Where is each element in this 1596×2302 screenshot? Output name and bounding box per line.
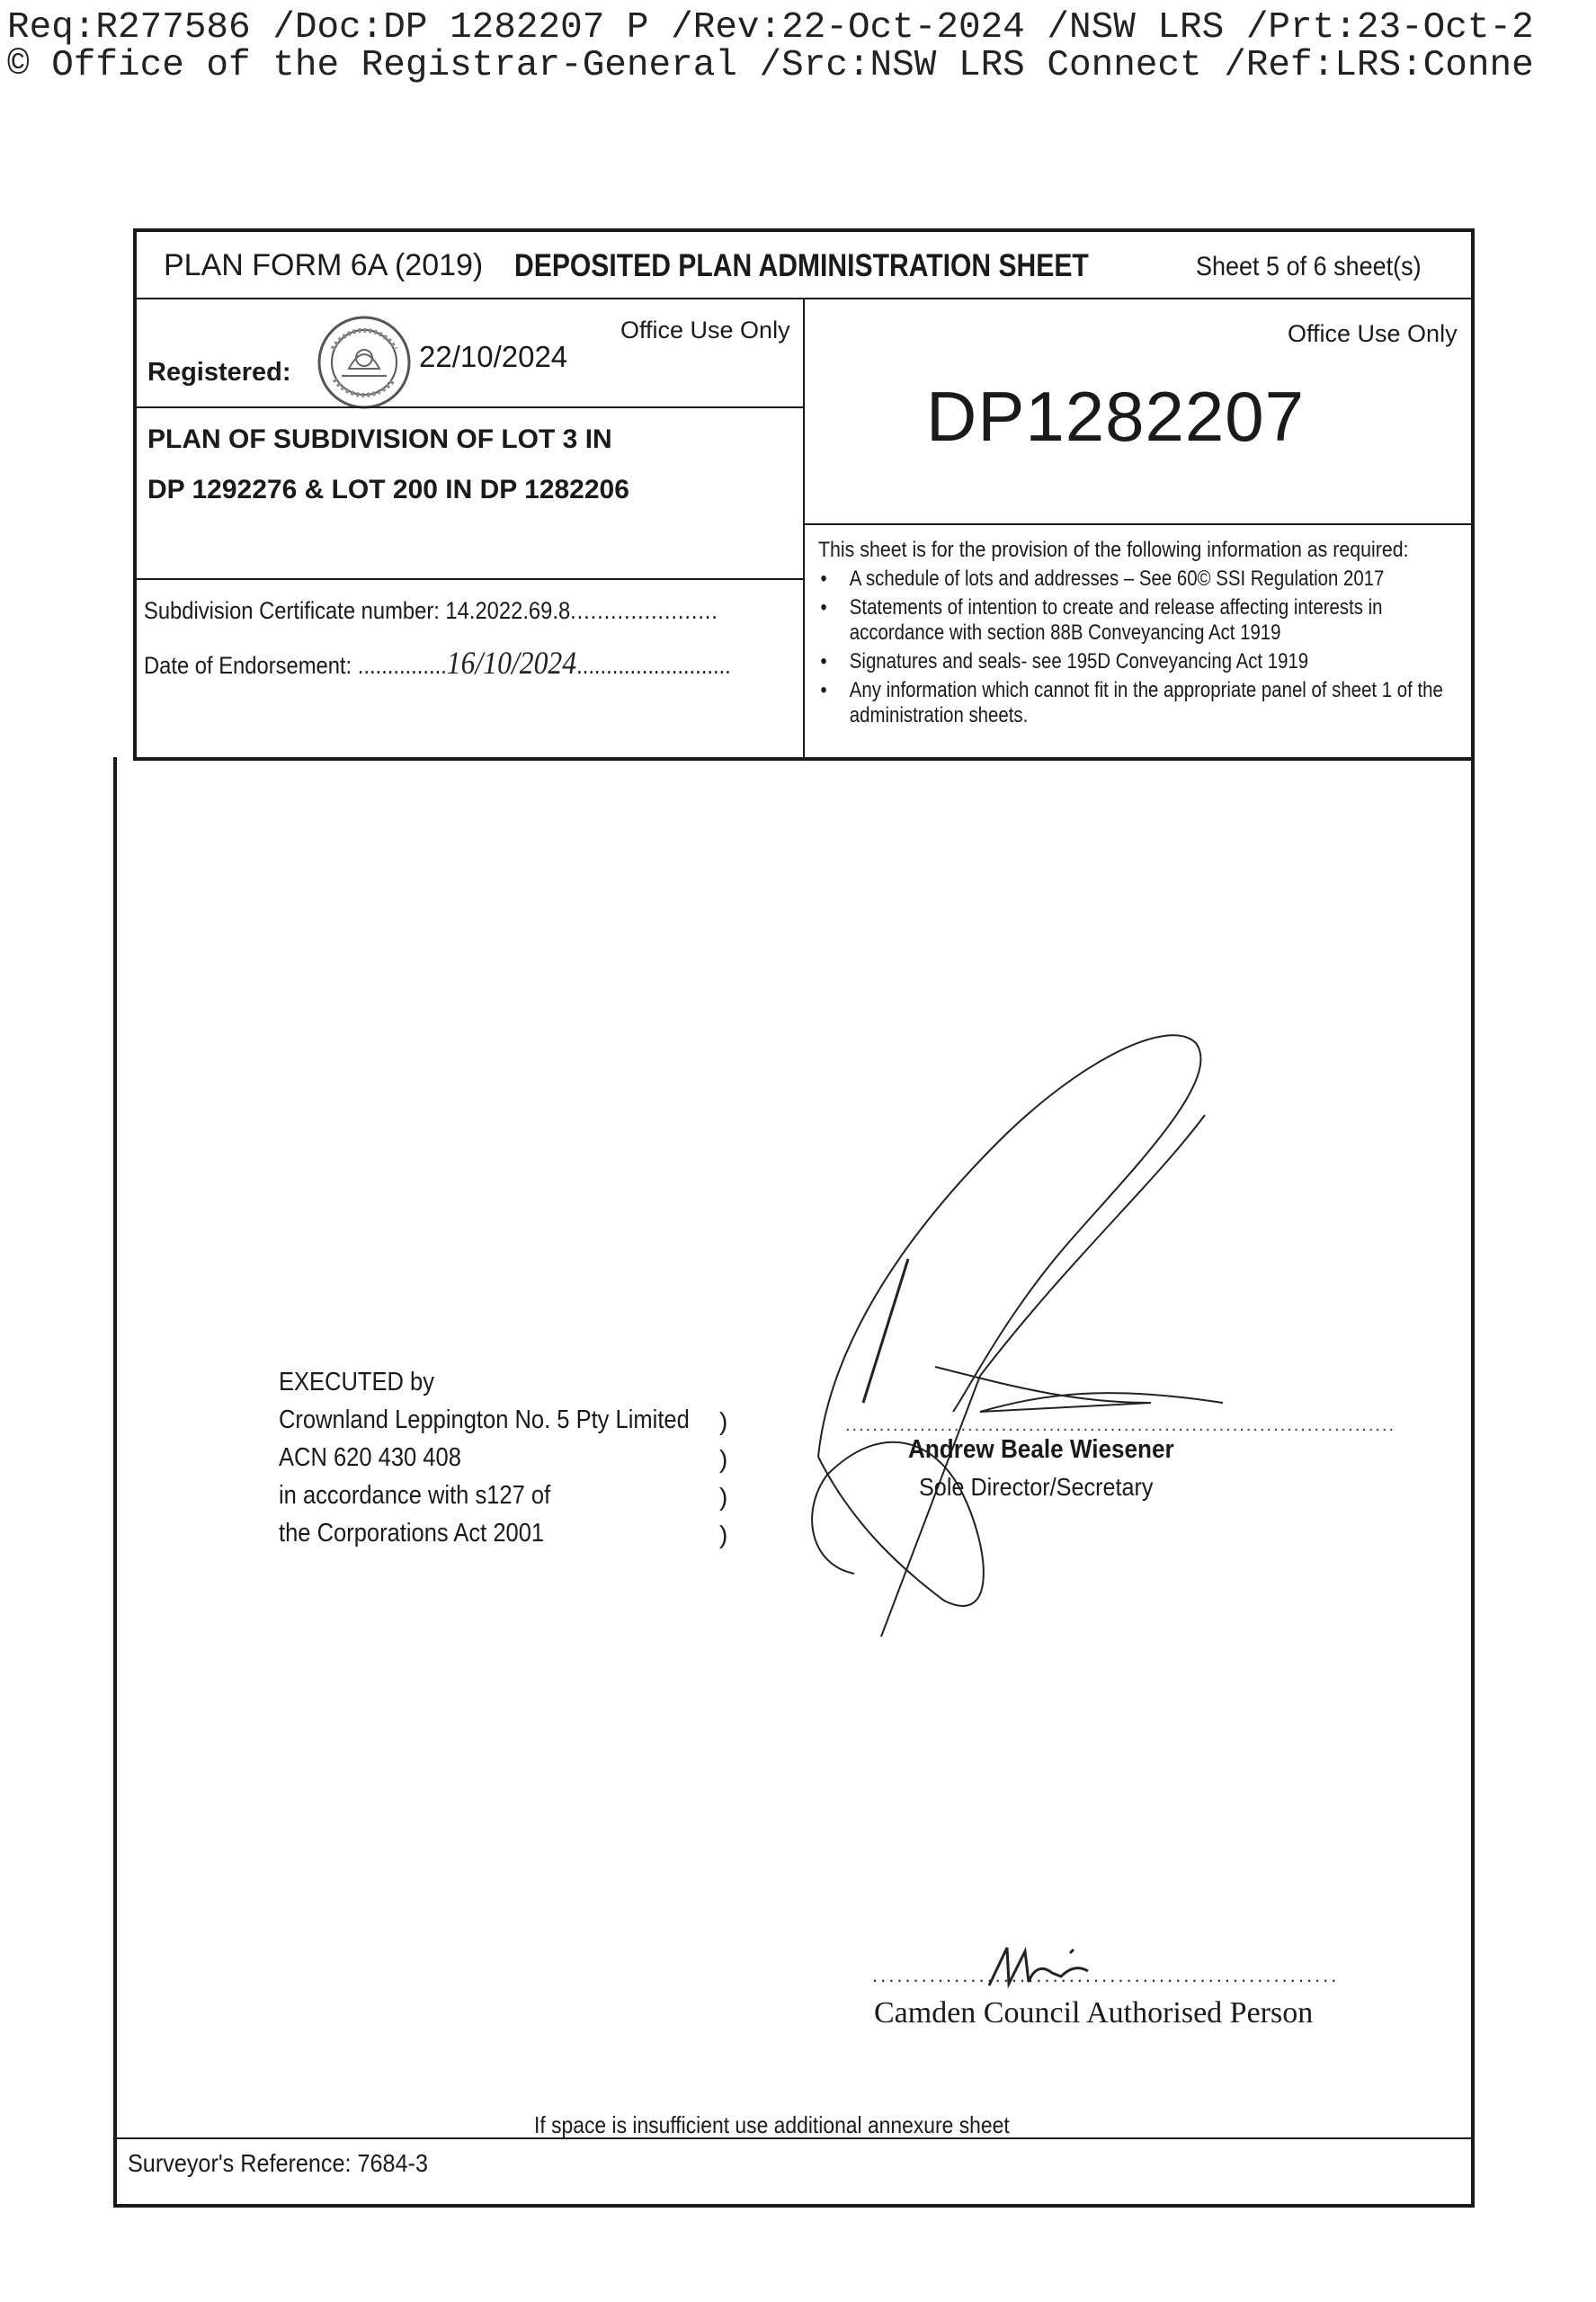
info-intro: This sheet is for the provision of the following information as required: bbox=[818, 538, 1409, 562]
plan-title-line-1: PLAN OF SUBDIVISION OF LOT 3 IN bbox=[147, 424, 612, 454]
execution-line: EXECUTED by bbox=[279, 1368, 435, 1396]
bracket: ) bbox=[719, 1445, 728, 1473]
signatory-name: Andrew Beale Wiesener bbox=[908, 1435, 1174, 1464]
endorsement-label: Date of Endorsement: bbox=[144, 652, 352, 679]
seal-icon bbox=[315, 313, 414, 412]
annexure-note: If space is insufficient use additional annexure sheet bbox=[534, 2111, 1010, 2138]
execution-clause bbox=[279, 1363, 690, 1552]
signatory-role: Sole Director/Secretary bbox=[919, 1473, 1154, 1501]
surveyor-reference: Surveyor's Reference: 7684-3 bbox=[128, 2149, 428, 2177]
form-title: DEPOSITED PLAN ADMINISTRATION SHEET bbox=[514, 248, 1089, 283]
director-signature-line: ................................................................................. bbox=[845, 1415, 1396, 1435]
sheet-number: Sheet 5 of 6 sheet(s) bbox=[1196, 252, 1422, 281]
office-use-right: Office Use Only bbox=[1288, 320, 1458, 347]
plan-title-line-2: DP 1292276 & LOT 200 IN DP 1282206 bbox=[147, 475, 629, 504]
execution-line: Crownland Leppington No. 5 Pty Limited bbox=[279, 1405, 690, 1434]
date-of-endorsement: Date of Endorsement: ...............16/10/2024.......................... bbox=[144, 645, 731, 681]
info-bullet: • Any information which cannot fit in the appropriate panel of sheet 1 of the administration sheets. bbox=[813, 678, 1448, 728]
info-bullet: • A schedule of lots and addresses – See 60© SSI Regulation 2017 bbox=[813, 567, 1448, 592]
right-info-divider bbox=[805, 523, 1473, 525]
form-name: PLAN FORM 6A (2019) bbox=[164, 248, 484, 282]
footer-divider bbox=[115, 2137, 1473, 2139]
bracket: ) bbox=[719, 1521, 728, 1548]
copyright-header-line: © Office of the Registrar-General /Src:NSW LRS Connect /Ref:LRS:Conne bbox=[7, 45, 1534, 86]
execution-line: in accordance with s127 of bbox=[279, 1481, 551, 1510]
request-header-line: Req:R277586 /Doc:DP 1282207 P /Rev:22-Oct-2024 /NSW LRS /Prt:23-Oct-2 bbox=[7, 7, 1534, 49]
subdivision-certificate: Subdivision Certificate number: 14.2022.69.8...................... bbox=[144, 597, 718, 624]
office-use-left: Office Use Only bbox=[620, 317, 790, 344]
info-requirements-list bbox=[813, 567, 1448, 732]
director-signature bbox=[773, 989, 1403, 1726]
council-signature-line: ......................................................... bbox=[872, 1964, 1340, 1986]
info-bullet: • Statements of intention to create and release affecting interests in accordance with section 88B Conveyancing Act 1919 bbox=[813, 595, 1448, 646]
bracket: ) bbox=[719, 1407, 728, 1435]
execution-line: the Corporations Act 2001 bbox=[279, 1519, 545, 1548]
execution-brackets bbox=[719, 1403, 727, 1554]
execution-line: ACN 620 430 408 bbox=[279, 1443, 461, 1472]
left-title-divider-bottom bbox=[135, 578, 803, 580]
registrar-general-seal bbox=[315, 313, 414, 412]
bracket: ) bbox=[719, 1483, 728, 1511]
registered-label: Registered: bbox=[147, 358, 291, 387]
endorsement-date-handwritten: 16/10/2024 bbox=[446, 645, 577, 681]
panel-split-divider bbox=[803, 299, 805, 759]
left-title-divider-top bbox=[135, 406, 803, 408]
subdivision-certificate-text: Subdivision Certificate number: 14.2022.69.8 bbox=[144, 597, 571, 624]
registered-date: 22/10/2024 bbox=[419, 340, 568, 373]
info-bullet: • Signatures and seals- see 195D Conveyancing Act 1919 bbox=[813, 649, 1448, 674]
council-authorised-label: Camden Council Authorised Person bbox=[874, 1996, 1314, 2030]
dp-number: DP1282207 bbox=[926, 377, 1306, 456]
